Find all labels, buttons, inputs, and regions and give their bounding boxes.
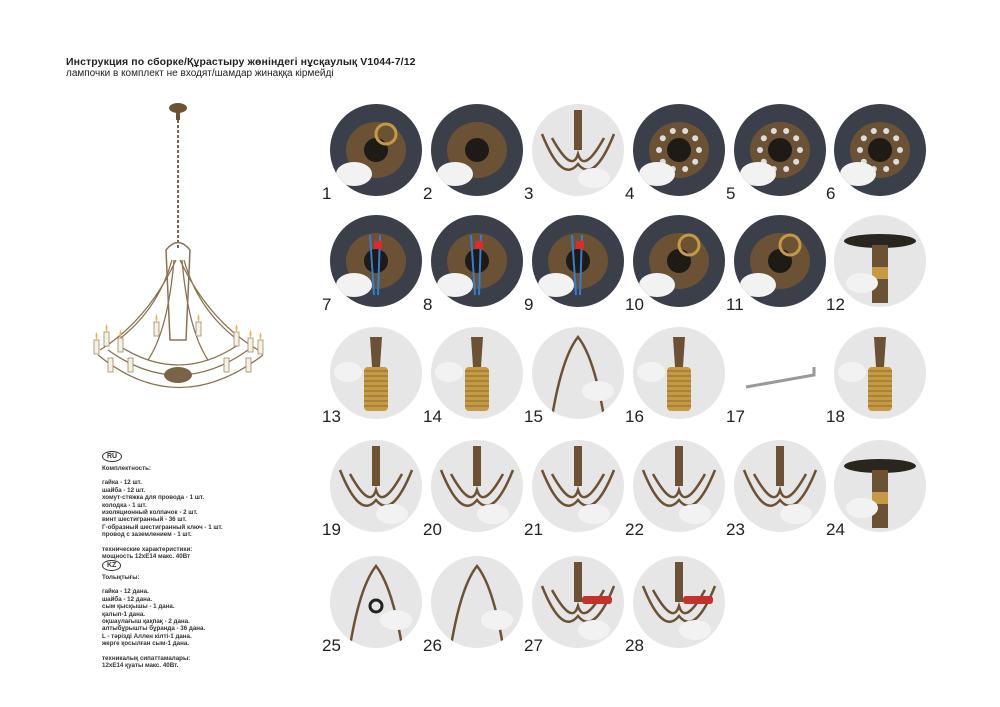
step-photo-icon — [633, 215, 725, 307]
step-photo-icon — [532, 327, 624, 419]
step-number: 20 — [423, 520, 442, 539]
step-image — [633, 556, 725, 648]
step-image — [330, 556, 422, 648]
step-number: 3 — [524, 184, 534, 203]
step-image — [431, 556, 523, 648]
item-kz: алтыбұрышты бұранда - 36 дана. — [102, 625, 206, 633]
step-image — [633, 215, 725, 307]
item-kz: шайба - 12 дана. — [102, 595, 153, 603]
step-number: 13 — [322, 407, 341, 426]
step-number: 25 — [322, 636, 341, 655]
contents-title-ru: Комплектность: — [102, 465, 151, 472]
spec-kz — [102, 560, 205, 669]
item-ru: хомут-стяжка для провода - 1 шт. — [102, 494, 205, 502]
step-photo-icon — [734, 215, 826, 307]
step-photo-icon — [330, 327, 422, 419]
step-image — [734, 104, 826, 196]
page-title: Инструкция по сборке/Құрастыру жөніндегі нұсқаулық V1044-7/12 — [66, 56, 416, 68]
step-number: 22 — [625, 520, 644, 539]
step-photo-icon — [532, 556, 624, 648]
spec-value-kz: 12хЕ14 қуаты макс. 40Вт. — [102, 662, 179, 670]
step-number: 17 — [726, 407, 745, 426]
step-number: 7 — [322, 295, 332, 314]
step-image — [431, 440, 523, 532]
step-photo-icon — [431, 104, 523, 196]
step-number: 1 — [322, 184, 332, 203]
step-number: 5 — [726, 184, 736, 203]
step-image — [330, 327, 422, 419]
step-number: 14 — [423, 407, 442, 426]
step-image — [532, 215, 624, 307]
step-photo-icon — [633, 104, 725, 196]
item-kz: гайка - 12 дана. — [102, 588, 149, 596]
spec-title-ru: технические характеристики: — [102, 545, 193, 553]
step-image — [834, 440, 926, 532]
step-number: 21 — [524, 520, 543, 539]
item-kz: оқшаулағыш қақпақ - 2 дана. — [102, 618, 190, 626]
step-number: 23 — [726, 520, 745, 539]
spec-ru — [102, 451, 223, 560]
step-image — [330, 440, 422, 532]
item-kz: қалып-1 дана. — [102, 610, 145, 618]
step-number: 26 — [423, 636, 442, 655]
step-image — [734, 440, 826, 532]
chandelier-illustration — [88, 100, 278, 420]
step-image — [834, 215, 926, 307]
step-number: 24 — [826, 520, 845, 539]
step-number: 8 — [423, 295, 433, 314]
step-number: 4 — [625, 184, 635, 203]
step-number: 16 — [625, 407, 644, 426]
step-image — [834, 104, 926, 196]
step-image — [532, 440, 624, 532]
lang-badge-kz: KZ — [102, 560, 121, 571]
step-image — [834, 327, 926, 419]
step-number: 11 — [726, 295, 744, 314]
item-kz: жерге қосылған сым-1 дана. — [102, 640, 189, 648]
item-ru: гайка - 12 шт. — [102, 479, 142, 487]
item-kz: L - тәрізді Аллен кілті-1 дана. — [102, 632, 192, 640]
step-image — [734, 327, 826, 419]
item-ru: Г-образный шестигранный ключ - 1 шт. — [102, 523, 223, 531]
item-ru: провод с заземлением - 1 шт. — [102, 531, 192, 539]
step-photo-icon — [734, 440, 826, 532]
item-ru: колодка - 1 шт. — [102, 501, 147, 509]
step-photo-icon — [330, 440, 422, 532]
page-subtitle: лампочки в комплект не входят/шамдар жинаққа кірмейді — [66, 68, 334, 79]
step-photo-icon — [834, 104, 926, 196]
step-photo-icon — [431, 327, 523, 419]
step-image — [330, 215, 422, 307]
step-photo-icon — [330, 556, 422, 648]
step-photo-icon — [734, 327, 826, 419]
step-photo-icon — [431, 215, 523, 307]
step-number: 28 — [625, 636, 644, 655]
step-number: 15 — [524, 407, 543, 426]
step-photo-icon — [633, 327, 725, 419]
step-number: 9 — [524, 295, 534, 314]
item-kz: сым қысқышы - 1 дана. — [102, 603, 175, 611]
step-photo-icon — [532, 215, 624, 307]
step-image — [431, 215, 523, 307]
item-ru: шайба - 12 шт. — [102, 486, 146, 494]
lang-badge-ru: RU — [102, 451, 122, 462]
step-photo-icon — [734, 104, 826, 196]
step-photo-icon — [834, 440, 926, 532]
step-number: 10 — [625, 295, 644, 314]
step-photo-icon — [834, 215, 926, 307]
step-photo-icon — [431, 556, 523, 648]
step-image — [734, 215, 826, 307]
step-photo-icon — [532, 440, 624, 532]
item-ru: изоляционный колпачок - 2 шт. — [102, 509, 198, 517]
step-photo-icon — [330, 215, 422, 307]
step-image — [532, 327, 624, 419]
step-photo-icon — [431, 440, 523, 532]
item-ru: винт шестигранный - 36 шт. — [102, 516, 187, 524]
spec-value-ru: мощность 12хЕ14 макс. 40Вт — [102, 553, 191, 561]
step-number: 27 — [524, 636, 543, 655]
step-image — [633, 104, 725, 196]
spec-title-kz: техникалық сипаттамалары: — [102, 654, 191, 662]
step-photo-icon — [834, 327, 926, 419]
step-photo-icon — [633, 440, 725, 532]
step-image — [431, 327, 523, 419]
step-number: 6 — [826, 184, 836, 203]
step-image — [532, 556, 624, 648]
step-image — [330, 104, 422, 196]
step-photo-icon — [330, 104, 422, 196]
step-number: 19 — [322, 520, 341, 539]
step-photo-icon — [532, 104, 624, 196]
step-number: 2 — [423, 184, 433, 203]
step-number: 12 — [826, 295, 845, 314]
step-photo-icon — [633, 556, 725, 648]
step-image — [431, 104, 523, 196]
step-image — [532, 104, 624, 196]
contents-title-kz: Толықтығы: — [102, 574, 140, 581]
step-image — [633, 440, 725, 532]
step-image — [633, 327, 725, 419]
step-number: 18 — [826, 407, 845, 426]
